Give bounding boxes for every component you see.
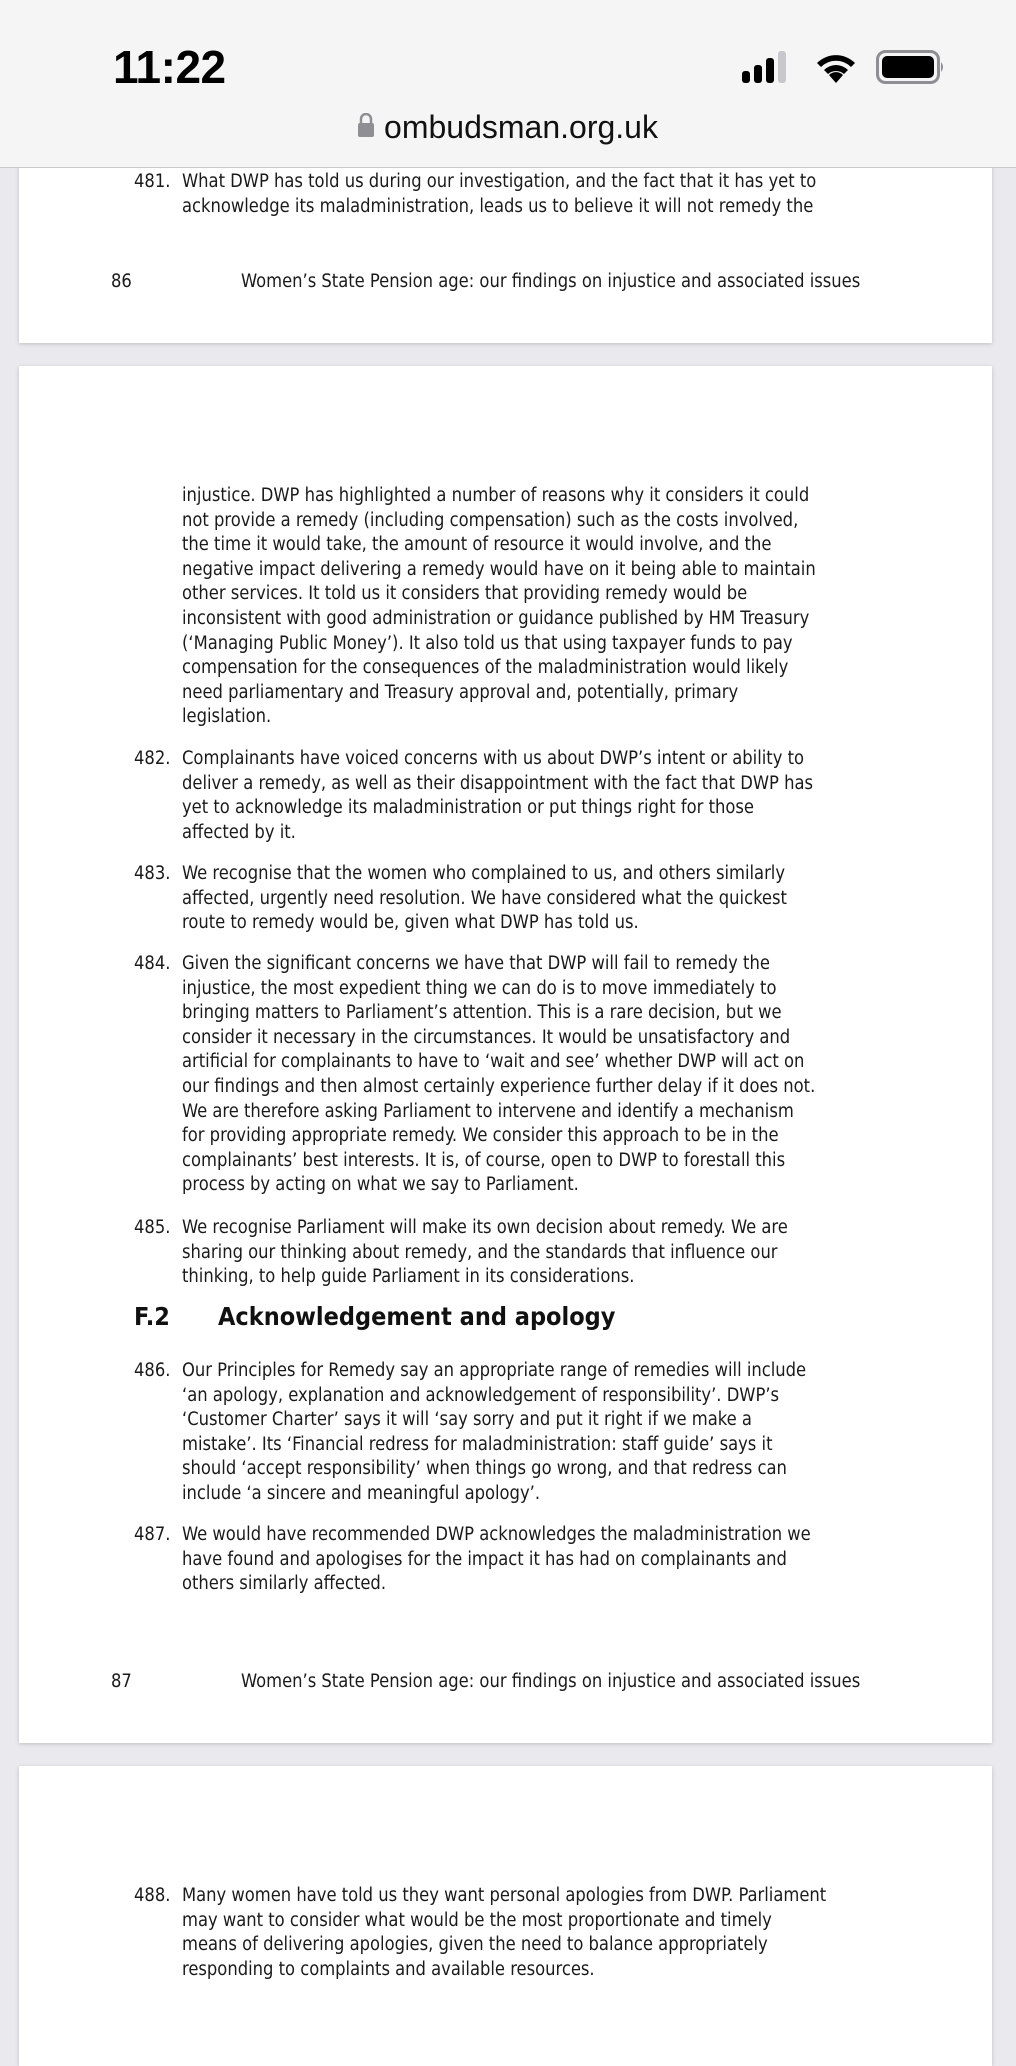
paragraph-line: include ‘a sincere and meaningful apology’. (182, 1482, 541, 1504)
paragraph-number: 483. (134, 863, 171, 884)
paragraph-line: injustice, the most expedient thing we can do is to move immediately to (182, 977, 777, 999)
paragraph-line: compensation for the consequences of the maladministration would likely (182, 657, 789, 679)
paragraph-481 (134, 170, 894, 219)
paragraph-line: have found and apologises for the impact it has had on complainants and (182, 1548, 787, 1570)
paragraph-line: Given the significant concerns we have that DWP will fail to remedy the (182, 953, 770, 974)
paragraph-number: 487. (134, 1524, 171, 1545)
paragraph-line: for providing appropriate remedy. We consider this approach to be in the (182, 1125, 779, 1147)
paragraph-line: responding to complaints and available resources. (182, 1958, 595, 1980)
paragraph-line: process by acting on what we say to Parliament. (182, 1174, 579, 1196)
paragraph-number: 488. (134, 1885, 171, 1906)
cellular-signal-icon (742, 51, 786, 83)
paragraph-line: We recognise Parliament will make its own decision about remedy. We are (182, 1217, 788, 1238)
paragraph-line: artificial for complainants to have to ‘wait and see’ whether DWP will act on (182, 1051, 805, 1073)
paragraph-486 (134, 1359, 894, 1507)
paragraph-line: ‘an apology, explanation and acknowledgement of responsibility’. DWP’s (182, 1384, 780, 1406)
paragraph-line: We would have recommended DWP acknowledges the maladministration we (182, 1524, 811, 1545)
paragraph-line: should ‘accept responsibility’ when things go wrong, and that redress can (182, 1458, 787, 1480)
paragraph-line: Many women have told us they want personal apologies from DWP. Parliament (182, 1885, 827, 1906)
paragraph-line: affected by it. (182, 821, 296, 843)
paragraph-line: may want to consider what would be the most proportionate and timely (182, 1909, 772, 1931)
paragraph-number: 481. (134, 171, 171, 192)
paragraph-number: 485. (134, 1217, 171, 1238)
paragraph-line: thinking, to help guide Parliament in its considerations. (182, 1266, 635, 1288)
paragraph-line: deliver a remedy, as well as their disappointment with the fact that DWP has (182, 772, 813, 794)
paragraph-487 (134, 1523, 894, 1597)
wifi-icon (814, 50, 858, 84)
paragraph-line: affected, urgently need resolution. We have considered what the quickest (182, 887, 787, 909)
paragraph-482 (134, 747, 894, 845)
paragraph-line: What DWP has told us during our investigation, and the fact that it has yet to (182, 171, 817, 192)
paragraph-488 (134, 1884, 894, 1982)
paragraph-line: means of delivering apologies, given the need to balance appropriately (182, 1934, 768, 1956)
page-number: 87 (111, 1671, 132, 1692)
paragraph-number: 484. (134, 953, 171, 974)
paragraph-line: yet to acknowledge its maladministration or put things right for those (182, 797, 754, 819)
paragraph-line: others similarly affected. (182, 1573, 387, 1595)
section-heading (134, 1302, 615, 1331)
paragraph-number: 486. (134, 1360, 171, 1381)
page-number: 86 (111, 271, 132, 292)
battery-icon (876, 50, 946, 84)
paragraph-number: 482. (134, 748, 171, 769)
paragraph-483 (134, 862, 894, 936)
paragraph-line: need parliamentary and Treasury approval and, potentially, primary (182, 681, 739, 703)
url-text[interactable]: ombudsman.org.uk (384, 109, 658, 146)
paragraph-line: the time it would take, the amount of resource it would involve, and the (182, 534, 772, 556)
status-time: 11:22 (113, 41, 226, 93)
paragraph-line: We are therefore asking Parliament to intervene and identify a mechanism (182, 1100, 794, 1122)
paragraph-481-continuation (182, 484, 902, 730)
paragraph-line: mistake’. Its ‘Financial redress for maladministration: staff guide’ says it (182, 1433, 773, 1455)
lock-icon (358, 113, 374, 137)
browser-top-bar (0, 0, 1016, 168)
paragraph-line: sharing our thinking about remedy, and the standards that influence our (182, 1241, 778, 1263)
paragraph-line: route to remedy would be, given what DWP has told us. (182, 912, 639, 934)
paragraph-line: our findings and then almost certainly experience further delay if it does not. (182, 1075, 816, 1097)
paragraph-line: Complainants have voiced concerns with us about DWP’s intent or ability to (182, 748, 805, 769)
paragraph-line: Our Principles for Remedy say an appropriate range of remedies will include (182, 1360, 807, 1381)
document-page-86 (19, 150, 992, 343)
paragraph-line: consider it necessary in the circumstances. It would be unsatisfactory and (182, 1026, 791, 1048)
paragraph-line: not provide a remedy (including compensation) such as the costs involved, (182, 509, 799, 531)
paragraph-line: inconsistent with good administration or guidance published by HM Treasury (182, 607, 810, 629)
document-page-88 (19, 1766, 992, 2066)
paragraph-line: negative impact delivering a remedy would have on it being able to maintain (182, 558, 816, 580)
running-footer-title: Women’s State Pension age: our findings on injustice and associated issues (241, 271, 861, 292)
paragraph-line: legislation. (182, 706, 272, 728)
paragraph-line: other services. It told us it considers that providing remedy would be (182, 583, 748, 605)
paragraph-line: ‘Customer Charter’ says it will ‘say sorry and put it right if we make a (182, 1409, 752, 1431)
paragraph-line: complainants’ best interests. It is, of course, open to DWP to forestall this (182, 1149, 786, 1171)
running-footer-title: Women’s State Pension age: our findings on injustice and associated issues (241, 1671, 861, 1692)
address-bar[interactable] (0, 107, 1016, 146)
section-title: Acknowledgement and apology (218, 1302, 616, 1331)
paragraph-line: acknowledge its maladministration, leads us to believe it will not remedy the (182, 195, 814, 217)
document-page-87 (19, 366, 992, 1743)
paragraph-485 (134, 1216, 894, 1290)
paragraph-line: injustice. DWP has highlighted a number of reasons why it considers it could (182, 485, 810, 506)
paragraph-line: (‘Managing Public Money’). It also told us that using taxpayer funds to pay (182, 632, 793, 654)
paragraph-484 (134, 952, 894, 1198)
paragraph-line: bringing matters to Parliament’s attention. This is a rare decision, but we (182, 1002, 782, 1024)
paragraph-line: We recognise that the women who complained to us, and others similarly (182, 863, 786, 884)
section-number: F.2 (134, 1302, 170, 1331)
